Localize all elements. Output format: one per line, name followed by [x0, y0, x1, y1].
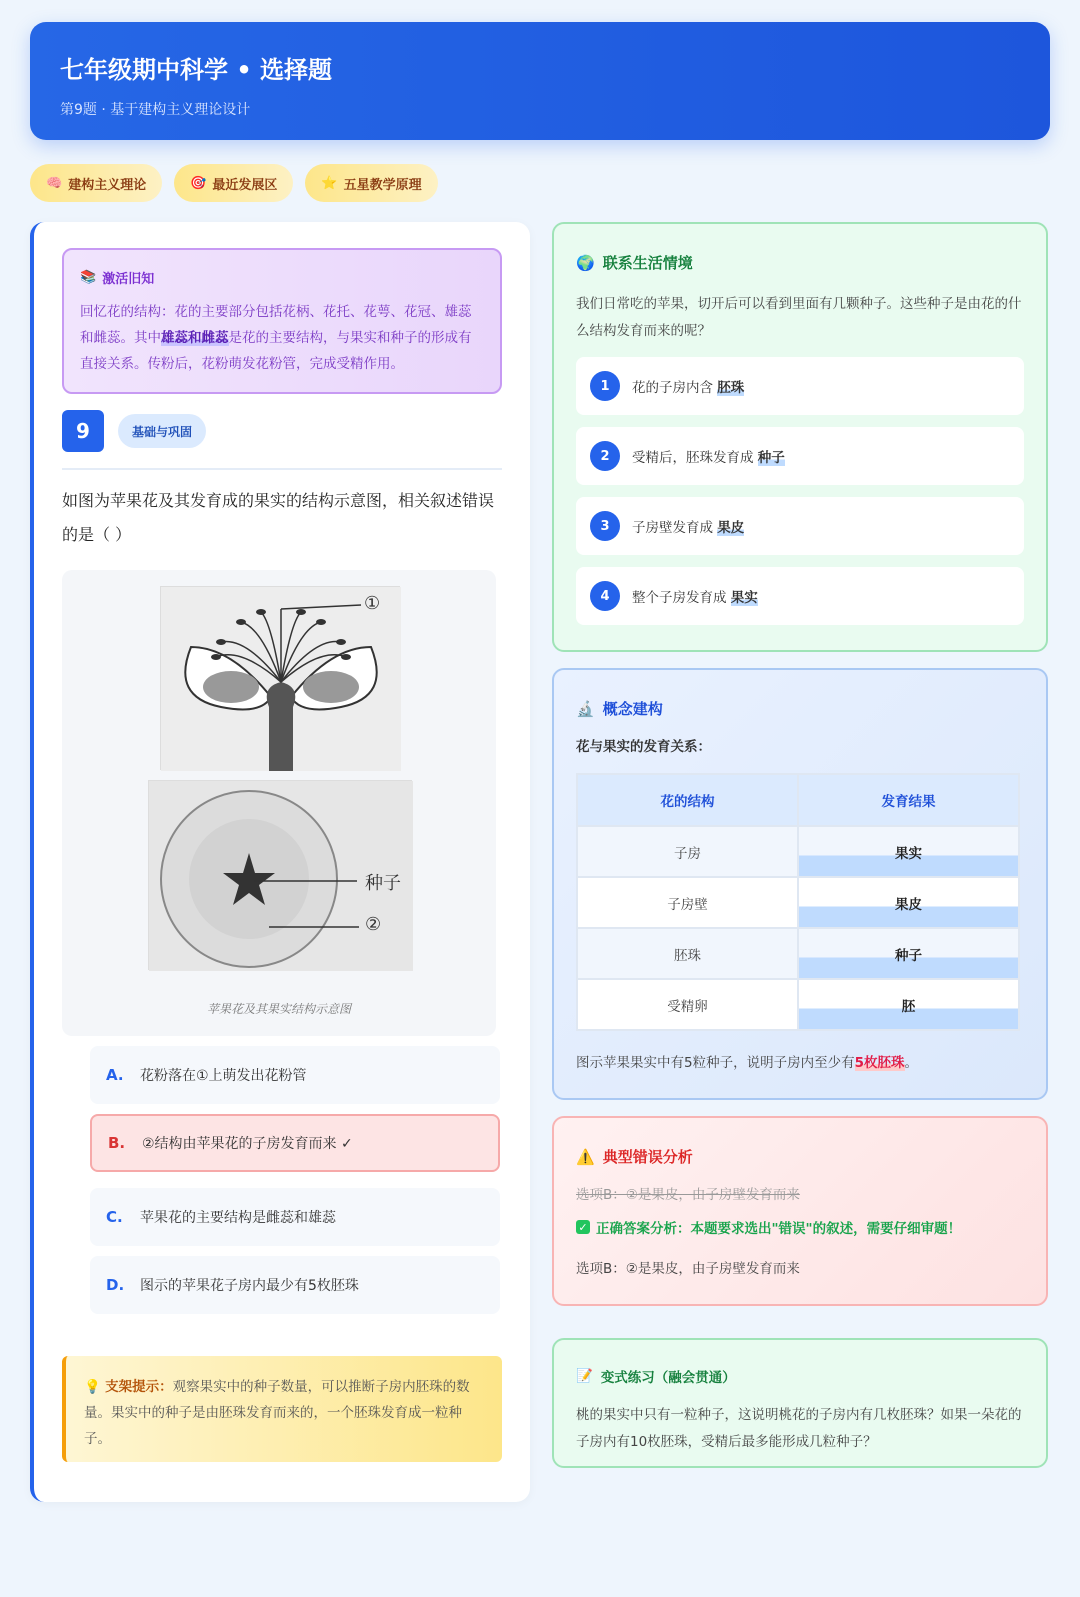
theory-tags	[30, 164, 438, 202]
lightbulb-icon: 💡	[84, 1379, 101, 1395]
page-title: 七年级期中科学 • 选择题	[60, 56, 333, 84]
star-icon: ⭐	[321, 175, 338, 191]
option-b[interactable]: B. ②结构由苹果花的子房发育而来 ✓	[90, 1114, 500, 1172]
life-context-card	[552, 222, 1048, 652]
brain-icon: 🧠	[46, 175, 63, 191]
table-row: 胚珠 种子	[578, 929, 1018, 978]
concept-title: 概念建构	[602, 700, 663, 718]
difficulty-badge: 基础与巩固	[118, 414, 206, 448]
concept-label: 花与果实的发育关系：	[576, 739, 711, 755]
variant-exercise-card	[552, 1338, 1048, 1468]
tag-five-star: ⭐ 五星教学原理	[305, 164, 437, 202]
warning-icon: ⚠️	[576, 1147, 595, 1166]
apple-cross-section	[148, 780, 412, 970]
question-panel	[30, 222, 530, 1502]
life-title: 联系生活情境	[602, 254, 693, 272]
page-subtitle: 第9题 · 基于建构主义理论设计	[60, 102, 251, 118]
hint-text: 观察果实中的种子数量，可以推断子房内胚珠的数量。果实中的种子是由胚珠发育而来的，一个胚珠发育成一粒种子。	[84, 1379, 470, 1447]
answer-text: 选项B：②是果皮，由子房壁发育而来	[576, 1261, 800, 1277]
step-item: 3 子房壁发育成 果皮	[576, 497, 1024, 555]
concept-note: 图示苹果果实中有5粒种子，说明子房内至少有5枚胚珠。	[576, 1055, 918, 1071]
target-icon: 🎯	[190, 175, 207, 191]
question-text: 如图为苹果花及其发育成的果实的结构示意图，相关叙述错误的是（ ）	[62, 491, 495, 544]
flower-diagram	[160, 586, 400, 770]
step-item: 1 花的子房内含 胚珠	[576, 357, 1024, 415]
exercise-text: 桃的果实中只有一粒种子，这说明桃花的子房内有几枚胚珠？如果一朵花的子房内有10枚胚珠，受精后最多能形成几粒种子？	[576, 1407, 1022, 1450]
figure-caption: 苹果花及其果实结构示意图	[206, 1002, 351, 1016]
error-analysis-card	[552, 1116, 1048, 1306]
books-icon: 📚	[80, 270, 97, 285]
page-header	[30, 22, 1050, 140]
figure-label-1: ①	[364, 593, 381, 614]
development-table: 花的结构 发育结果 子房 果实 子房壁 果皮 胚珠 种子 受精卵 胚	[576, 773, 1020, 1031]
globe-icon: 🌍	[576, 253, 595, 272]
wrong-analysis: 选项B：②是果皮，由子房壁发育而来	[576, 1187, 800, 1203]
table-row: 受精卵 胚	[578, 980, 1018, 1029]
checkmark-icon: ✓	[576, 1220, 590, 1234]
question-header	[62, 410, 502, 470]
option-c[interactable]: C. 苹果花的主要结构是雌蕊和雄蕊	[90, 1188, 500, 1246]
hint-label: 支架提示：	[105, 1379, 173, 1395]
table-row: 子房 果实	[578, 827, 1018, 876]
memo-icon: 📝	[576, 1368, 593, 1384]
step-item: 4 整个子房发育成 果实	[576, 567, 1024, 625]
option-d[interactable]: D. 图示的苹果花子房内最少有5枚胚珠	[90, 1256, 500, 1314]
step-item: 2 受精后，胚珠发育成 种子	[576, 427, 1024, 485]
figure-label-2: ②	[365, 914, 382, 935]
exercise-title: 变式练习（融会贯通）	[600, 1370, 736, 1386]
error-title: 典型错误分析	[602, 1148, 693, 1166]
recall-text: 回忆花的结构：花的主要部分包括花柄、花托、花萼、花冠、雄蕊和雌蕊。其中雄蕊和雌蕊是花的主要结构，与果实和种子的形成有直接关系。传粉后，花粉萌发花粉管，完成受精作用。	[80, 304, 472, 372]
figure-label-seed: 种子	[365, 873, 401, 894]
concept-card	[552, 668, 1048, 1100]
option-a[interactable]: A. 花粉落在①上萌发出花粉管	[90, 1046, 500, 1104]
correct-analysis: ✓ 正确答案分析：本题要求选出"错误"的叙述，需要仔细审题！	[576, 1217, 1024, 1237]
tag-zpd: 🎯 最近发展区	[174, 164, 293, 202]
tag-constructivism: 🧠 建构主义理论	[30, 164, 162, 202]
scaffold-hint	[62, 1356, 502, 1462]
question-number: 9	[62, 410, 104, 452]
recall-box	[62, 248, 502, 394]
microscope-icon: 🔬	[576, 699, 595, 718]
life-text: 我们日常吃的苹果，切开后可以看到里面有几颗种子。这些种子是由花的什么结构发育而来的呢？	[576, 296, 1022, 339]
recall-title: 激活旧知	[102, 272, 155, 287]
table-row: 子房壁 果皮	[578, 878, 1018, 927]
question-figure	[62, 570, 496, 1036]
